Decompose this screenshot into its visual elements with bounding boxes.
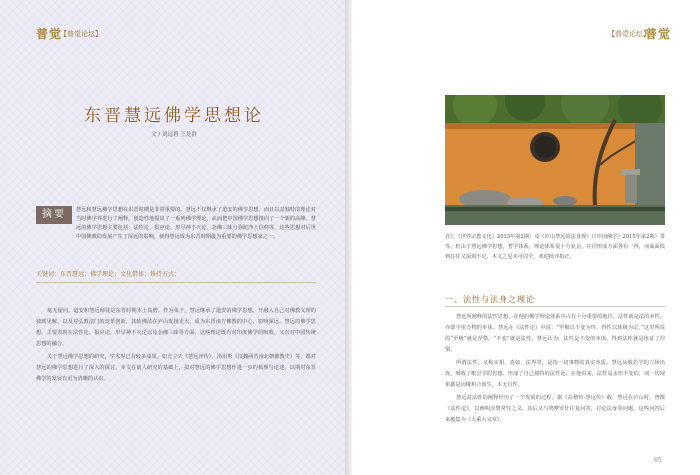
header-logo-left: 普觉 xyxy=(36,27,63,41)
temple-photo xyxy=(445,95,665,225)
header-logo-right: 普觉 xyxy=(645,27,672,41)
section-heading: 一、法性与法身之理论 xyxy=(445,295,535,304)
temple-photo-illustration xyxy=(445,95,665,225)
paragraph: 慧远所阐释的法性思想，在他的佛学理论体系中占有十分重要的地位。法性就是法的本性，亦即宇宙万物的本体。慧远在《法性论》中说：“至极以不变为性，得性以体极为宗。”这里所说的“至极”就是涅槃，“不变”就是法性。慧远认为，法性是不变的本体，得到法性就是体证了涅槃。 xyxy=(445,314,665,353)
abstract-text: 慧远和慧远佛学思想在东晋时期是非常重要的。慧远不仅继承了道安的佛学思想，而且以其独特的理论对当时佛学界进行了阐释，创造性地提出了一系列佛学理论，从而把中国佛学思想推向了一个新的高峰。慧远的佛学思想主要包括：法性论、报应论、形尽神不灭论、念佛三昧与弥陀净土信仰等，这些思想对后世中国佛教的发展产生了深远的影响，使得慧远成为东晋时期最为重要的佛学思想家之一。 xyxy=(76,207,316,240)
section-divider xyxy=(445,306,665,307)
abstract-label: 摘要 xyxy=(36,206,72,224)
paragraph: 慧远对法性的阐释经历了一个发展的过程。据《高僧传·慧远传》载，慧远在庐山时，曾撰《法性论》，以阐明涅槃常住之义。其后又与鸠摩罗什往复问答，讨论法身等问题，这些问答后来被集为《大乘大义章》。 xyxy=(445,395,665,423)
author-line: 文 / 刘远碧 王龙群 xyxy=(151,132,197,138)
header-section-right: 【普觉论坛】 xyxy=(608,30,650,38)
right-body-text xyxy=(445,312,665,428)
page-number: 05 xyxy=(654,457,662,464)
header-section-left: 【普觉论坛】 xyxy=(60,30,102,38)
paragraph: 关于慧远佛学思想的研究，学术界已有较多成果。如方立天《慧远评传》、汤用彤《汉魏两晋南北朝佛教史》等，都对慧远的佛学思想进行了深入的探讨。本文在前人研究的基础上，拟对慧远的佛学思想作进一步的梳理与论述，以期对东晋佛学的发展有更为清晰的认识。 xyxy=(36,354,316,382)
keywords: 关键词：东晋慧远；佛学理论；文化借体；修持方式； xyxy=(36,271,181,278)
divider xyxy=(36,282,316,283)
paragraph: 毫无疑问，道安和慧远师徒是东晋时期本土高僧。作为弟子，慧远继承了道安的佛学思想，开融入自己对佛教义理的独到见解，以及对弘教法门的变革创新，其致佛法在庐山发扬光大，成为东晋南方佛教的中心，影响深远。慧远的佛学思想，主要表现在法性论、报应论、形尽神不灭论以及念佛三昧等方面，这些理论既有对印度佛学的吸收，又有对中国传统思想的融合。 xyxy=(36,308,316,347)
article-title: 东晋慧远佛学思想论 xyxy=(84,106,264,126)
right-intro-text: 晋》，《世界宗教文化》2015年第2期）及《庐山慧远的法身观》（《中国佛学》2015年第2期）等等，但由于慧远佛学思想，哲学体系，理论体系很十分复杂，往往形成方面各有一得，而面面俱到往往又深刻不足。本文之见未可周全，欢迎批评指正。 xyxy=(445,234,665,260)
left-body-text xyxy=(36,306,316,387)
paragraph: 所谓法性，又称实相、真如、法界等，是指一切事物的真实本质。慧远从般若学的立场出发，吸收了毗昙学的思想，形成了自己独特的法性论。在他看来，法性是永恒不变的，而一切现象都是因缘和合而生，本无自性。 xyxy=(445,360,665,388)
